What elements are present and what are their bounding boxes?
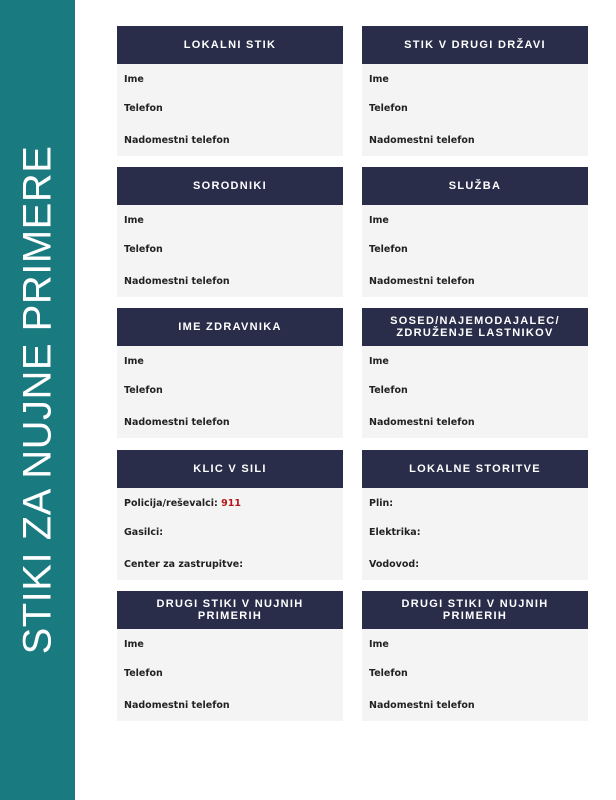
card-body [362, 64, 588, 156]
field-label: Policija/reševalci: [124, 498, 218, 509]
card-stik-v-drugi-drzavi [362, 26, 588, 156]
field-policija[interactable] [124, 498, 241, 509]
field-telefon[interactable]: Telefon [124, 244, 163, 255]
card-header: SORODNIKI [117, 167, 343, 205]
card-header: SOSED/NAJEMODAJALEC/ ZDRUŽENJE LASTNIKOV [362, 308, 588, 346]
field-ime[interactable]: Ime [124, 356, 144, 367]
card-body [117, 488, 343, 580]
card-header: DRUGI STIKI V NUJNIH PRIMERIH [117, 591, 343, 629]
card-sorodniki [117, 167, 343, 297]
card-body [117, 205, 343, 297]
field-nadomestni-telefon[interactable]: Nadomestni telefon [369, 276, 475, 287]
field-ime[interactable]: Ime [369, 639, 389, 650]
card-body [117, 64, 343, 156]
card-header: SLUŽBA [362, 167, 588, 205]
field-nadomestni-telefon[interactable]: Nadomestni telefon [124, 417, 230, 428]
card-body [117, 629, 343, 721]
card-header: KLIC V SILI [117, 450, 343, 488]
field-center-za-zastrupitve[interactable]: Center za zastrupitve: [124, 559, 244, 570]
card-body [362, 629, 588, 721]
emergency-number: 911 [221, 498, 241, 509]
field-ime[interactable]: Ime [124, 74, 144, 85]
card-sosed [362, 308, 588, 438]
field-telefon[interactable]: Telefon [124, 385, 163, 396]
field-ime[interactable]: Ime [124, 639, 144, 650]
field-ime[interactable]: Ime [124, 215, 144, 226]
card-header: LOKALNE STORITVE [362, 450, 588, 488]
card-klic-v-sili [117, 450, 343, 580]
card-body [117, 346, 343, 438]
field-telefon[interactable]: Telefon [369, 244, 408, 255]
field-ime[interactable]: Ime [369, 356, 389, 367]
card-header: STIK V DRUGI DRŽAVI [362, 26, 588, 64]
sidebar [0, 0, 75, 800]
field-telefon[interactable]: Telefon [369, 668, 408, 679]
field-telefon[interactable]: Telefon [369, 385, 408, 396]
field-vodovod[interactable]: Vodovod: [369, 559, 420, 570]
field-telefon[interactable]: Telefon [124, 668, 163, 679]
card-body [362, 346, 588, 438]
field-nadomestni-telefon[interactable]: Nadomestni telefon [124, 276, 230, 287]
field-gasilci[interactable]: Gasilci: [124, 527, 164, 538]
card-header: DRUGI STIKI V NUJNIH PRIMERIH [362, 591, 588, 629]
card-body [362, 205, 588, 297]
field-ime[interactable]: Ime [369, 215, 389, 226]
field-nadomestni-telefon[interactable]: Nadomestni telefon [369, 135, 475, 146]
field-telefon[interactable]: Telefon [124, 103, 163, 114]
card-sluzba [362, 167, 588, 297]
field-elektrika[interactable]: Elektrika: [369, 527, 421, 538]
field-ime[interactable]: Ime [369, 74, 389, 85]
card-header: LOKALNI STIK [117, 26, 343, 64]
card-ime-zdravnika [117, 308, 343, 438]
card-drugi-stiki-1 [117, 591, 343, 721]
field-nadomestni-telefon[interactable]: Nadomestni telefon [369, 700, 475, 711]
field-telefon[interactable]: Telefon [369, 103, 408, 114]
card-header: IME ZDRAVNIKA [117, 308, 343, 346]
field-plin[interactable]: Plin: [369, 498, 394, 509]
card-drugi-stiki-2 [362, 591, 588, 721]
field-nadomestni-telefon[interactable]: Nadomestni telefon [369, 417, 475, 428]
card-body [362, 488, 588, 580]
field-nadomestni-telefon[interactable]: Nadomestni telefon [124, 135, 230, 146]
field-nadomestni-telefon[interactable]: Nadomestni telefon [124, 700, 230, 711]
card-lokalni-stik [117, 26, 343, 156]
page-title: STIKI ZA NUJNE PRIMERE [15, 145, 60, 655]
card-lokalne-storitve [362, 450, 588, 580]
